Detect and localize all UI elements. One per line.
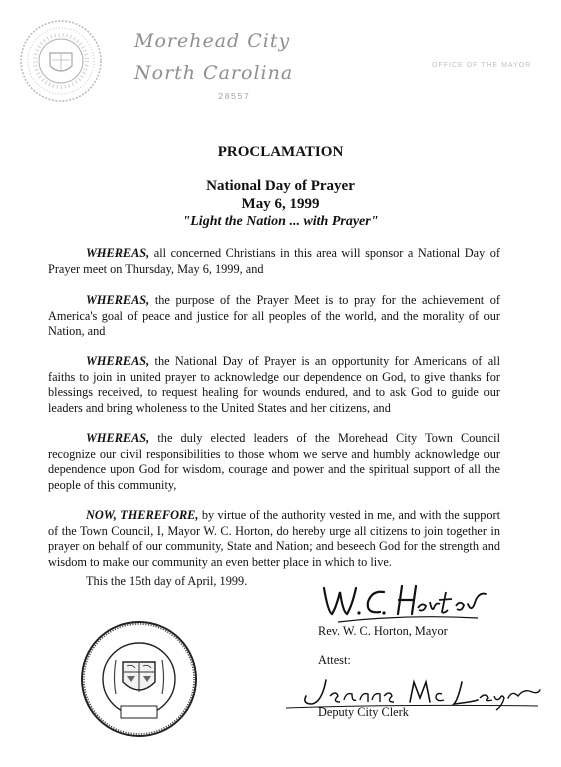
letterhead-seal xyxy=(18,18,104,104)
paragraph-text: the duly elected leaders of the Morehead City Town Council recognize our civil responsibilities to those whom we serve and humbly acknowledge our dependence upon God for wisdom, courage and power and the spiritual support of all the people of this community, xyxy=(48,431,500,492)
paragraph-lead: WHEREAS, xyxy=(86,354,150,368)
paragraph-text: the National Day of Prayer is an opportunity for Americans of all faiths to join in united prayer to acknowledge our dependence on God, to give thanks for blessings received, to request healing for wounds endured, and to ask God to guide our leaders and bring wholeness to the United States and her citizens, and xyxy=(48,354,500,415)
whereas-paragraph-2 xyxy=(48,293,500,340)
whereas-paragraph-3 xyxy=(48,354,500,416)
proclamation-title: PROCLAMATION xyxy=(217,144,344,160)
paragraph-lead: NOW, THEREFORE, xyxy=(86,508,199,522)
letterhead-office-text: OFFICE OF THE MAYOR xyxy=(432,62,532,69)
whereas-paragraph-4 xyxy=(48,431,500,493)
attest-label: Attest: xyxy=(318,653,351,667)
paragraph-text: the purpose of the Prayer Meet is to pray for the achievement of America's goal of peace and justice for all peoples of the world, and the morality of our Nation, and xyxy=(48,293,500,339)
mayor-name: Rev. W. C. Horton, Mayor xyxy=(318,624,448,638)
event-theme: "Light the Nation ... with Prayer" xyxy=(182,214,379,229)
event-date: May 6, 1999 xyxy=(241,196,320,212)
now-therefore-paragraph xyxy=(48,508,500,570)
letterhead-seal-graphic xyxy=(18,18,104,104)
letterhead-state: North Carolina xyxy=(134,62,294,84)
paragraph-text: by virtue of the authority vested in me, and with the support of the Town Council, I, Mayor W. C. Horton, do hereby urge all citizens to join together in prayer on behalf of our community, State and Nation; and beseech God for the strength and wisdom to make our community an even better place in which to live. xyxy=(48,508,500,569)
event-name: National Day of Prayer xyxy=(206,178,355,194)
mayor-signature xyxy=(318,578,493,626)
paragraph-lead: WHEREAS, xyxy=(86,431,150,445)
mayor-signature-graphic xyxy=(318,578,493,626)
city-seal xyxy=(80,620,198,738)
whereas-paragraph-1 xyxy=(48,246,500,277)
paragraph-lead: WHEREAS, xyxy=(86,246,150,260)
clerk-title: Deputy City Clerk xyxy=(318,705,409,719)
letterhead-city: Morehead City xyxy=(134,30,291,52)
dated-line: This the 15th day of April, 1999. xyxy=(86,574,248,588)
city-seal-graphic xyxy=(80,620,198,738)
letterhead-zip: 28557 xyxy=(218,92,251,102)
paragraph-lead: WHEREAS, xyxy=(86,293,150,307)
paragraph-text: all concerned Christians in this area will sponsor a National Day of Prayer meet on Thursday, May 6, 1999, and xyxy=(48,246,500,276)
